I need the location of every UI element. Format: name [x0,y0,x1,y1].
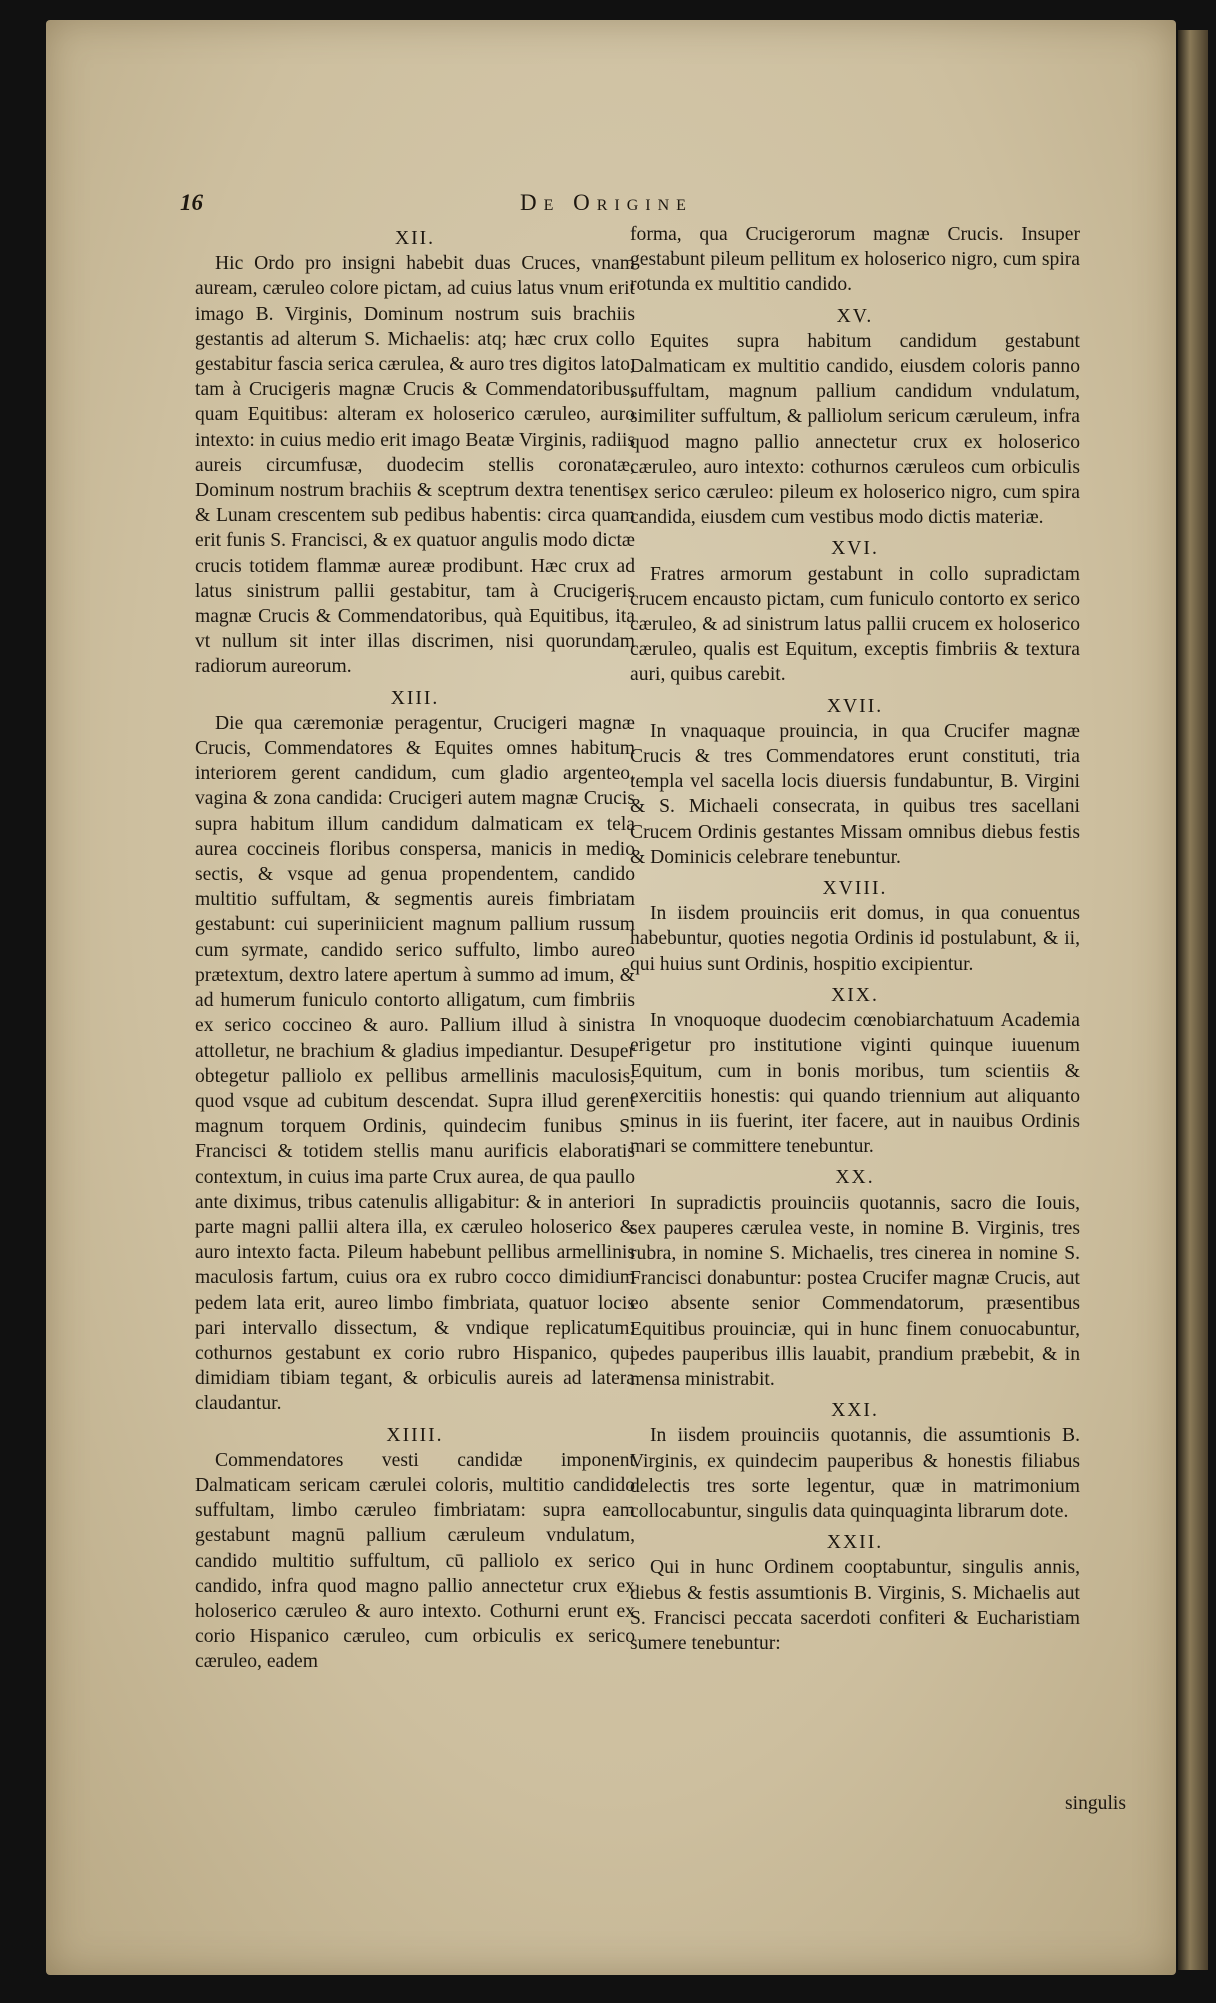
section-number: XIX. [831,984,879,1006]
section-number: XXI. [831,1400,879,1422]
section-number: XV. [836,305,874,327]
left-column [195,226,635,1681]
page-number: 16 [180,190,203,215]
section-text: In vnoquoque duodecim cœnobiarchatuum Academia erigetur pro institutione viginti quinque iuuenum Equitum, cum in bonis moribus, tum scientiis & exercitiis honestis: qui quando triennium aut aliquanto minus in iis fuerint, iter facere, aut in nauibus Ordinis mari se committere tenebuntur. [630,1010,1080,1158]
section-number: XII. [394,228,436,249]
section-number: XIIII. [386,1424,444,1446]
section [195,226,635,680]
section-number: XVII. [826,695,884,717]
section-number: XVI. [831,538,879,560]
section [630,536,1080,687]
catchword: singulis [1065,1793,1126,1814]
section-text: In iisdem prouinciis quotannis, die assumtionis B. Virginis, ex quindecim pauperibus & honestis filiabus delectis tres sorte legentur, quæ in matrimonium collocabuntur, singulis data quinquaginta librarum dote. [630,1425,1080,1522]
section [630,876,1080,977]
section-number: XX. [835,1167,875,1189]
section [630,694,1080,870]
section [195,1423,635,1675]
section-number: XIII. [390,687,440,709]
section-text: Commendatores vesti candidæ imponent Dalmaticam sericam cærulei coloris, multitio candido suffultam, limbo cæruleo fimbriatam: supra eam gestabunt magnū pallium cæruleum vndulatum, candido multitio suffultum, cū palliolo ex serico candido, infra quod magno pallio annectetur crux ex holoserico cæruleo & auro intexto. Cothurni erunt ex corio Hispanico cæruleo, cum orbiculis ex serico cæruleo, eadem [195,1449,635,1673]
section-text: forma, qua Crucigerorum magnæ Crucis. Insuper gestabunt pileum pellitum ex holoserico nigro, cum spira rotunda ex multitio candido. [630,224,1080,296]
section [630,983,1080,1159]
section [630,1165,1080,1392]
section-text: In supradictis prouinciis quotannis, sacro die Iouis, sex pauperes cærulea veste, in nomine B. Virginis, tres rubra, in nomine S. Michaelis, tres cinerea in nomine S. Francisci donabuntur: postea Crucifer magnæ Crucis, aut eo absente senior Commendatorum, præsentibus Equitibus prouinciæ, qui in hunc finem conuocabuntur, pedes pauperibus illis lauabit, prandium præbebit, & in mensa ministrabit. [630,1192,1080,1390]
running-head: De Origine [520,190,693,215]
section-text: Equites supra habitum candidum gestabunt Dalmaticam ex multitio candido, eiusdem coloris panno suffultam, magnum pallium candidum vndulatum, similiter suffultum, & palliolum sericum cæruleum, infra quod magno pallio annectetur crux ex holoserico cæruleo, auro intexto: cothurnos cæruleos cum orbiculis ex serico cæruleo: pileum ex holoserico nigro, cum spira candida, eiusdem cum vestibus modo dictis materiæ. [630,330,1080,529]
section-text: In iisdem prouinciis erit domus, in qua conuentus habebuntur, quoties negotia Ordinis id postulabunt, & ii, qui huius sunt Ordinis, hospitio excipientur. [630,903,1080,975]
section-number: XVIII. [822,878,888,900]
right-column [630,222,1080,1662]
section-text: Qui in hunc Ordinem cooptabuntur, singulis annis, diebus & festis assumtionis B. Virginis, S. Michaelis aut S. Francisci peccata sacerdoti confiteri & Eucharistiam sumere tenebuntur: [630,1557,1080,1654]
section-text: Hic Ordo pro insigni habebit duas Cruces, vnam auream, cæruleo colore pictam, ad cuius latus vnum erit imago B. Virginis, Dominum nostrum suis brachiis gestantis ad alterum S. Michaelis: atq; hæc crux collo gestabitur fascia serica cærulea, & auro tres digitos lato, tam à Crucigeris magnæ Crucis & Commendatoribus, quam Equitibus: alteram ex holoserico cæruleo, auro intexto: in cuius medio erit imago Beatæ Virginis, radiis aureis circumfusæ, duodecim stellis coronatæ, Dominum nostrum brachiis & sceptrum dextra tenentis, & Lunam crescentem sub pedibus habentis: circa quam erit funis S. Francisci, & ex quatuor angulis modo dictæ crucis totidem flammæ aureæ prodibunt. Hæc crux ad latus sinistrum pallii gestabitur, tam à Crucigeris magnæ Crucis & Commendatoribus, quà Equitibus, ita vt nullum sit inter illas discrimen, nisi quorundam radiorum aureorum. [195,253,635,678]
section [630,304,1080,531]
section [195,686,635,1417]
section-text: In vnaquaque prouincia, in qua Crucifer magnæ Crucis & tres Commendatores erunt constituti, tria templa vel sacella locis diuersis fundabuntur, B. Virgini & S. Michaeli consecrata, in quibus tres sacellani Crucem Ordinis gestantes Missam omnibus diebus festis & Dominicis celebrare tenebuntur. [630,720,1080,868]
section [630,222,1080,298]
section-number: XXII. [826,1532,884,1554]
section [630,1530,1080,1656]
adjacent-page-edge [1178,30,1208,1970]
section-text: Die qua cæremoniæ peragentur, Crucigeri magnæ Crucis, Commendatores & Equites omnes habitum interiorem gerent candidum, cum gladio argenteo, vagina & zona candida: Crucigeri autem magnæ Crucis supra habitum illum candidum dalmaticam ex tela aurea coccineis floribus conspersa, manicis in medio sectis, & vsque ad genua propendentem, candido multitio suffultam, & segmentis aureis fimbriatam gestabunt: cui superiniicient magnum pallium russum cum syrmate, candido serico suffulto, limbo aureo prætextum, dextro latere apertum à summo ad imum, & ad humerum funiculo contorto alligatum, cum fimbriis ex serico coccineo & auro. Pallium illud à sinistra attolletur, ne brachium & gladius impediantur. Desuper obtegetur palliolo ex pellibus armellinis maculosis, quod vsque ad cubitum descendat. Supra illud gerent magnum torquem Ordinis, quindecim funibus S. Francisci & totidem stellis manu aurificis elaboratis contextum, in cuius ima parte Crux aurea, de qua paullo ante diximus, tribus catenulis alligabitur: & in anteriori parte magni pallii altera illa, ex cæruleo holoserico & auro intexto facta. Pileum habebunt pellibus armellinis maculosis fartum, cuius ora ex rubro cocco dimidium pedem lata erit, aureo limbo fimbriata, quatuor locis pari intervallo dissectum, & vndique replicatum: cothurnos gestabunt ex corio rubro Hispanico, qui dimidiam tibiam tegant, & orbiculis aureis ad latera claudantur. [195,712,635,1415]
section-text: Fratres armorum gestabunt in collo supradictam crucem encausto pictam, cum funiculo contorto ex serico cæruleo, & ad sinistrum latus pallii crucem ex holoserico cæruleo, qualis est Equitum, exceptis fimbriis & textura auri, quibus carebit. [630,563,1080,686]
section [630,1398,1080,1524]
